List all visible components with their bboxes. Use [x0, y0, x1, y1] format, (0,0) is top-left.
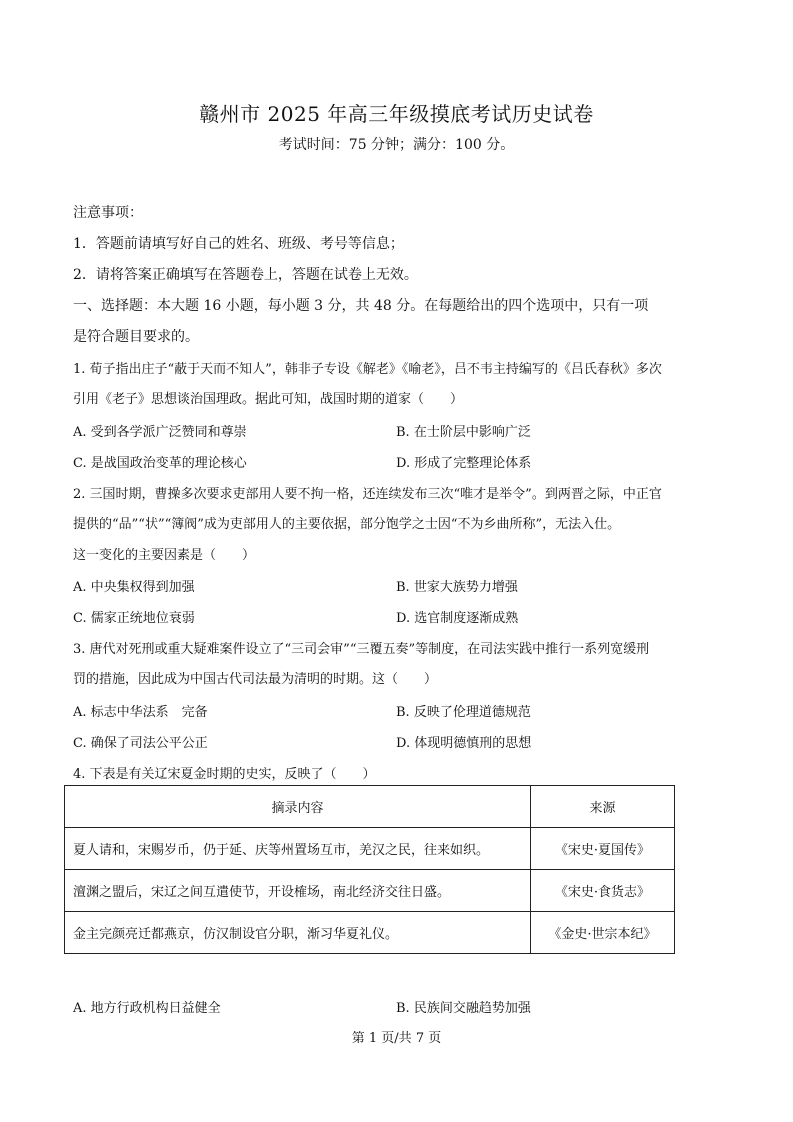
table-cell-content: 夏人请和，宋赐岁币，仍于延、庆等州置场互市，羌汉之民，往来如织。: [65, 828, 531, 870]
page-number: 第 1 页/共 7 页: [351, 1031, 442, 1046]
q1-option-c: C. 是战国政治变革的理论核心: [73, 456, 247, 471]
q1-option-a: A. 受到各学派广泛赞同和尊崇: [73, 425, 247, 440]
section-instruction-line-1: 一、选择题：本大题 16 小题，每小题 3 分，共 48 分。在每题给出的四个选项中，只有一项: [73, 298, 649, 314]
q2-stem-line-2: 提供的“品”“状”“簿阀”成为吏部用人的主要依据，部分饱学之士因“不为乡曲所称”，无法入仕。: [73, 517, 621, 532]
table-row: [65, 870, 675, 912]
table-header-source: 来源: [531, 786, 675, 828]
q3-stem-line-2: 罚的措施，因此成为中国古代司法最为清明的时期。这（ ）: [73, 672, 438, 687]
q2-stem-line-3: 这一变化的主要因素是（ ）: [73, 548, 256, 563]
notes-item-1: 1．答题前请填写好自己的姓名、班级、考号等信息；: [73, 236, 404, 252]
page-title: 赣州市 2025 年高三年级摸底考试历史试卷: [199, 102, 594, 126]
q4-stem: 4. 下表是有关辽宋夏金时期的史实，反映了（ ）: [73, 767, 376, 782]
section-instruction-line-2: 是符合题目要求的。: [73, 329, 199, 345]
table-cell-content: 金主完颜亮迁都燕京，仿汉制设官分职，渐习华夏礼仪。: [65, 912, 531, 954]
q3-option-b: B. 反映了伦理道德规范: [396, 705, 531, 720]
q4-option-a: A. 地方行政机构日益健全: [73, 1001, 221, 1016]
q1-stem-line-1: 1. 荀子指出庄子“蔽于天而不知人”，韩非子专设《解老》《喻老》，吕不韦主持编写的《吕氏春秋》多次: [73, 362, 662, 377]
table-cell-source: 《宋史·夏国传》: [531, 828, 675, 870]
q4-option-b: B. 民族间交融趋势加强: [396, 1001, 531, 1016]
table-header-row: [65, 786, 675, 828]
q1-stem-line-2: 引用《老子》思想谈治国理政。据此可知，战国时期的道家（ ）: [73, 392, 464, 407]
q2-option-c: C. 儒家正统地位衰弱: [73, 611, 195, 626]
table-row: [65, 912, 675, 954]
table-header-content: 摘录内容: [65, 786, 531, 828]
q3-option-d: D. 体现明德慎刑的思想: [396, 736, 532, 751]
q2-stem-line-1: 2. 三国时期，曹操多次要求吏部用人要不拘一格，还连续发布三次“唯才是举令”。到两晋之际，中正官: [73, 487, 662, 502]
q3-option-c: C. 确保了司法公平公正: [73, 736, 208, 751]
q2-option-a: A. 中央集权得到加强: [73, 580, 195, 595]
notes-heading: 注意事项：: [73, 205, 143, 221]
exam-info: 考试时间：75 分钟；满分：100 分。: [278, 137, 515, 153]
table-row: [65, 828, 675, 870]
table-cell-content: 澶渊之盟后，宋辽之间互遣使节，开设榷场，南北经济交往日盛。: [65, 870, 531, 912]
q3-stem-line-1: 3. 唐代对死刑或重大疑难案件设立了“三司会审”“三覆五奏”等制度，在司法实践中推行一系列宽缓刑: [73, 642, 650, 657]
table-cell-source: 《宋史·食货志》: [531, 870, 675, 912]
q3-option-a: A. 标志中华法系 完备: [73, 705, 208, 720]
notes-item-2: 2．请将答案正确填写在答题卷上，答题在试卷上无效。: [73, 267, 418, 283]
q1-option-b: B. 在士阶层中影响广泛: [396, 425, 531, 440]
table-cell-source: 《金史·世宗本纪》: [531, 912, 675, 954]
q4-source-table: [64, 785, 675, 954]
q2-option-b: B. 世家大族势力增强: [396, 580, 518, 595]
q2-option-d: D. 选官制度逐渐成熟: [396, 611, 519, 626]
q1-option-d: D. 形成了完整理论体系: [396, 456, 532, 471]
